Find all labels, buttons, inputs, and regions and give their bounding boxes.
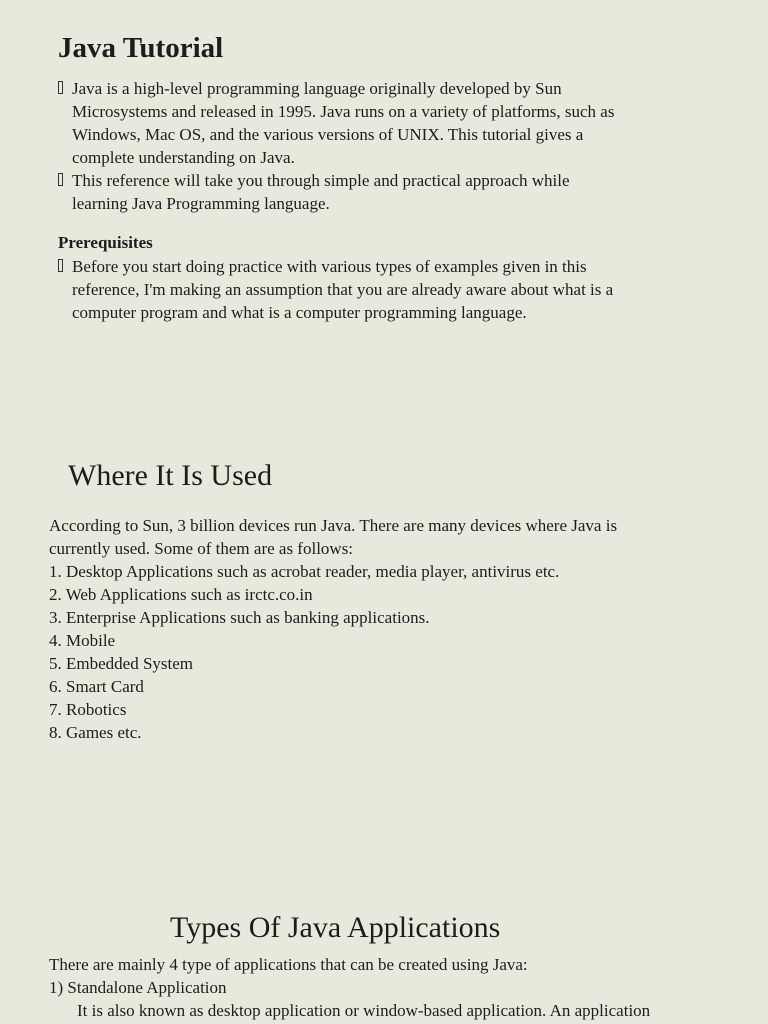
list-item: 1) Standalone Application — [49, 978, 227, 997]
list-item: 4. Mobile — [49, 631, 116, 650]
list-item: 7. Robotics — [49, 700, 127, 719]
list-item: 8. Games etc. — [49, 723, 142, 742]
text-line: complete understanding on Java. — [72, 148, 295, 167]
list-item: 3. Enterprise Applications such as banking applications. — [49, 608, 430, 627]
text-line: Microsystems and released in 1995. Java runs on a variety of platforms, such as — [72, 102, 615, 121]
list-item: 5. Embedded System — [49, 654, 194, 673]
intro-bullet-1 — [58, 77, 748, 169]
where-used-body — [49, 514, 617, 744]
text-line: Windows, Mac OS, and the various versions of UNIX. This tutorial gives a — [72, 125, 584, 144]
text-line: currently used. Some of them are as follows: — [49, 539, 354, 558]
prerequisites-heading: Prerequisites — [58, 233, 153, 252]
types-heading: Types Of Java Applications — [170, 911, 501, 944]
prerequisites-bullet — [58, 255, 748, 324]
list-item: 6. Smart Card — [49, 677, 144, 696]
text-line: computer program and what is a computer programming language. — [72, 303, 527, 322]
text-line: Java is a high-level programming language originally developed by Sun — [72, 79, 562, 98]
text-line: According to Sun, 3 billion devices run Java. There are many devices where Java is — [49, 516, 618, 535]
text-line: There are mainly 4 type of applications that can be created using Java: — [49, 955, 528, 974]
text-line: learning Java Programming language. — [72, 194, 330, 213]
types-body — [49, 953, 650, 1022]
bullet-mark — [58, 259, 63, 272]
bullet-mark — [58, 173, 63, 186]
text-line: It is also known as desktop application or window-based application. An application — [77, 1001, 651, 1020]
page-title: Java Tutorial — [58, 32, 224, 64]
where-used-heading: Where It Is Used — [68, 459, 273, 492]
list-item: 2. Web Applications such as irctc.co.in — [49, 585, 313, 604]
bullet-mark — [58, 81, 63, 94]
text-line: Before you start doing practice with various types of examples given in this — [72, 257, 587, 276]
text-line: reference, I'm making an assumption that you are already aware about what is a — [72, 280, 614, 299]
list-item: 1. Desktop Applications such as acrobat reader, media player, antivirus etc. — [49, 562, 560, 581]
intro-bullet-2 — [58, 169, 748, 215]
text-line: This reference will take you through simple and practical approach while — [72, 171, 570, 190]
